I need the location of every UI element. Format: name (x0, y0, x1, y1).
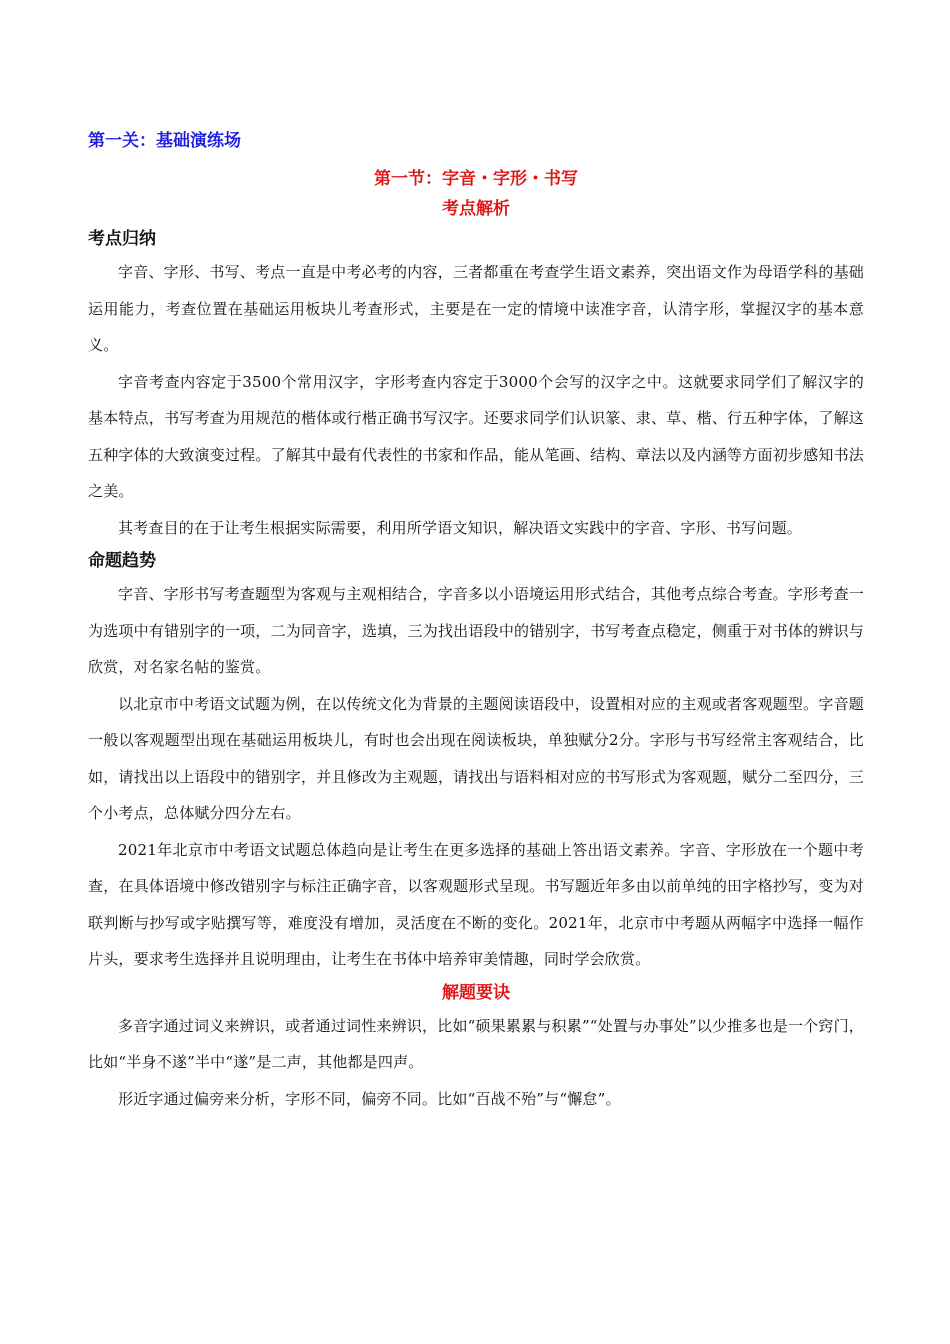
subsection-title: 考点解析 (442, 199, 510, 219)
paragraph-1: 字音、字形、书写、考点一直是中考必考的内容，三者都重在考查学生语文素养，突出语文作为母语学科的基础运用能力，考查位置在基础运用板块儿考查形式，主要是在一定的情境中读准字音，认清字形，掌握汉字的基本意义。 (88, 263, 864, 354)
paragraph-2: 字音考查内容定于3500个常用汉字，字形考查内容定于3000个会写的汉字之中。这就要求同学们了解汉字的基本特点，书写考查为用规范的楷体或行楷正确书写汉字。还要求同学们认识篆、隶、草、楷、行五种字体，了解这五种字体的大致演变过程。了解其中最有代表性的书家和作品，能从笔画、结构、章法以及内涵等方面初步感知书法之美。 (88, 372, 864, 500)
paragraph-4: 字音、字形书写考查题型为客观与主观相结合，字音多以小语境运用形式结合，其他考点综合考查。字形考查一为选项中有错别字的一项，二为同音字，选填，三为找出语段中的错别字，书写考查点稳定，侧重于对书体的辨识与欣赏，对名家名帖的鉴赏。 (88, 585, 864, 676)
heading-trends: 命题趋势 (88, 551, 156, 571)
paragraph-5: 以北京市中考语文试题为例，在以传统文化为背景的主题阅读语段中，设置相对应的主观或者客观题型。字音题一般以客观题型出现在基础运用板块儿，有时也会出现在阅读板块，单独赋分2分。字形与书写经常主客观结合，比如，请找出以上语段中的错别字，并且修改为主观题，请找出与语料相对应的书写形式为客观题，赋分二至四分，三个小考点，总体赋分四分左右。 (88, 694, 864, 822)
paragraph-7: 多音字通过词义来辨识，或者通过词性来辨识，比如“硕果累累与积累”“处置与办事处”以少推多也是一个窍门，比如“半身不遂”半中“遂”是二声，其他都是四声。 (88, 1016, 864, 1071)
tips-title: 解题要诀 (442, 982, 510, 1003)
level-title: 第一关：基础演练场 (88, 131, 241, 151)
paragraph-6: 2021年北京市中考语文试题总体趋向是让考生在更多选择的基础上答出语文素养。字音、字形放在一个题中考查，在具体语境中修改错别字与标注正确字音，以客观题形式呈现。书写题近年多由以前单纯的田字格抄写，变为对联判断与抄写或字贴撰写等，难度没有增加，灵活度在不断的变化。2021年，北京市中考题从两幅字中选择一幅作片头，要求考生选择并且说明理由，让考生在书体中培养审美情趣，同时学会欣赏。 (88, 840, 864, 968)
document-page (88, 118, 864, 1117)
section-title: 第一节：字音・字形・书写 (374, 169, 578, 189)
heading-key-points: 考点归纳 (88, 229, 156, 249)
paragraph-3: 其考查目的在于让考生根据实际需要，利用所学语文知识，解决语文实践中的字音、字形、书写问题。 (118, 518, 803, 537)
paragraph-8: 形近字通过偏旁来分析，字形不同，偏旁不同。比如“百战不殆”与“懈怠”。 (118, 1089, 621, 1108)
